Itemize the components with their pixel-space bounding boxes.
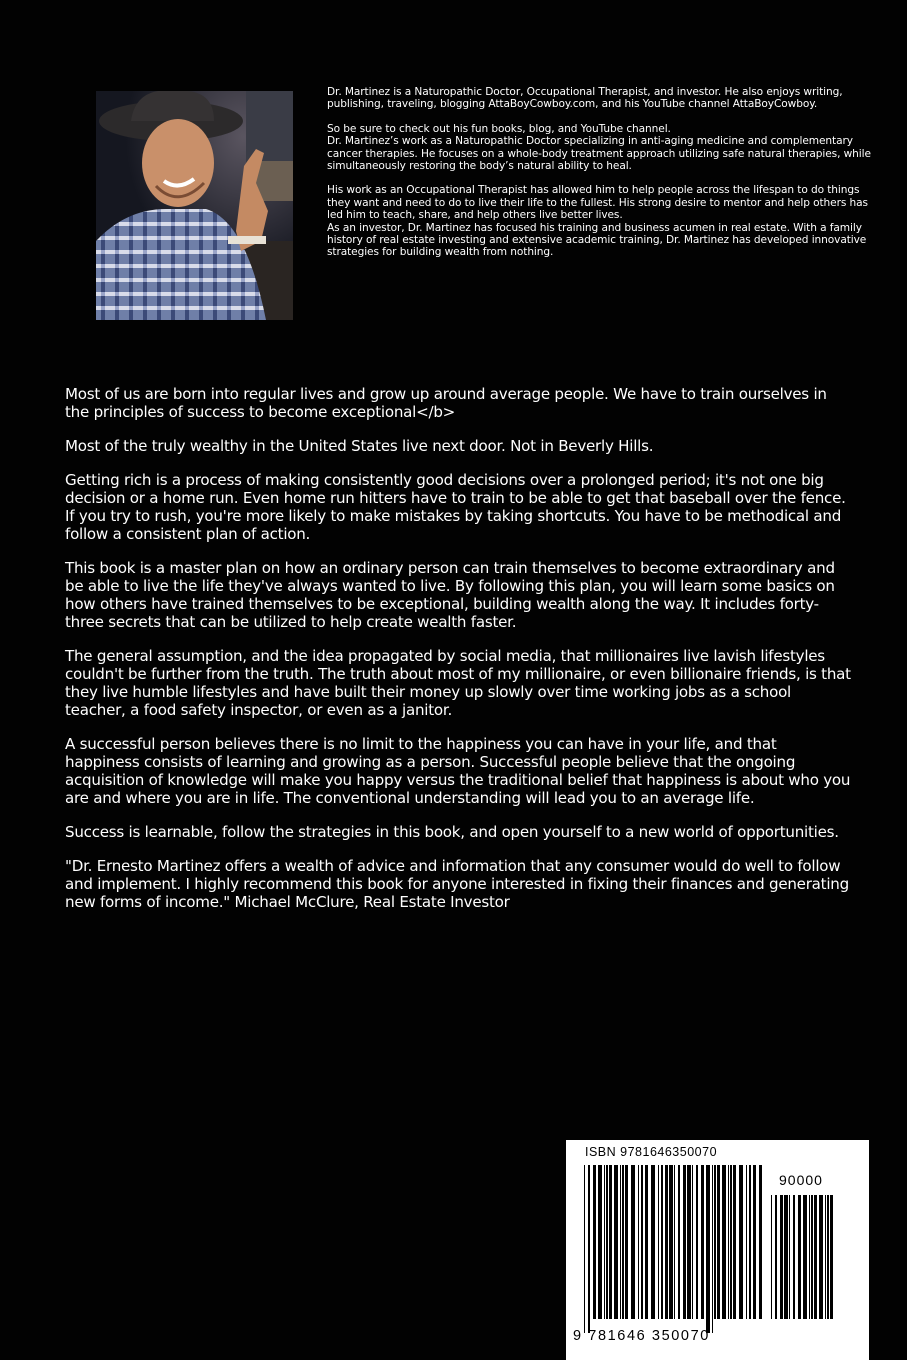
barcode-bar <box>678 1165 680 1319</box>
isbn-label: ISBN 9781646350070 <box>585 1145 718 1159</box>
barcode-bar <box>811 1195 813 1319</box>
barcode-bar <box>722 1165 726 1319</box>
barcode-bar <box>609 1165 612 1319</box>
barcode-bar <box>631 1165 635 1319</box>
barcode-bar <box>674 1165 675 1319</box>
barcode-bar <box>717 1165 720 1319</box>
barcode-bar <box>638 1165 639 1319</box>
barcode-bar <box>749 1165 751 1319</box>
description-paragraph-7: Success is learnable, follow the strategies in this book, and open yourself to a new world of opportunities. <box>65 823 839 841</box>
barcode-bar <box>645 1165 648 1319</box>
barcode-bar <box>651 1165 655 1319</box>
barcode-bar <box>712 1165 713 1333</box>
barcode-bar <box>669 1165 673 1319</box>
testimonial-quote: "Dr. Ernesto Martinez offers a wealth of advice and information that any consumer would do well to follow and implement. I highly recommend this book for anyone interested in fixing their finances and generating new forms of income." Michael McClure, Real Estate Investor <box>65 857 849 911</box>
barcode-bar <box>622 1165 624 1319</box>
description-paragraph-5: The general assumption, and the idea propagated by social media, that millionaires live lavish lifestyles couldn't be further from the truth. The truth about most of my millionaire, or even billionaire friends, is that they live humble lifestyles and have built their money up slowly over time working jobs as a school teacher, a food safety inspector, or even as a janitor. <box>65 647 851 719</box>
barcode-bar <box>665 1165 668 1319</box>
barcode-bar <box>780 1195 783 1319</box>
barcode-bar <box>803 1195 807 1319</box>
price-addon-bars <box>771 1195 833 1333</box>
bio-paragraph-4: As an investor, Dr. Martinez has focused his training and business acumen in real estate. With a family history of real estate investing and extensive academic training, Dr. Martinez has developed innovative strategies for building wealth from nothing. <box>327 221 867 259</box>
barcode-bar <box>706 1165 710 1333</box>
barcode-bar <box>798 1195 801 1319</box>
price-code: 90000 <box>779 1172 823 1188</box>
barcode-bar <box>606 1165 608 1319</box>
barcode-bar <box>625 1165 628 1319</box>
barcode-bar <box>830 1195 833 1319</box>
barcode-bar <box>793 1195 795 1319</box>
barcode-bar <box>809 1195 810 1319</box>
barcode-bar <box>730 1165 732 1319</box>
barcode-bar <box>825 1195 826 1319</box>
description-paragraph-3: Getting rich is a process of making consistently good decisions over a prolonged period; it's not one big decision or a home run. Even home run hitters have to train to be able to get that baseball over the fence. If you try to rush, you're more likely to make mistakes by taking shortcuts. You have to be methodical and follow a consistent plan of action. <box>65 471 846 543</box>
bio-paragraph-2-line-1: So be sure to check out his fun books, blog, and YouTube channel. <box>327 122 671 135</box>
barcode-bar <box>819 1195 823 1319</box>
barcode-bar <box>620 1165 621 1319</box>
barcode-bar <box>641 1165 643 1319</box>
barcode-bar <box>789 1195 790 1319</box>
barcode-bar <box>701 1165 704 1319</box>
barcode-bar <box>614 1165 618 1319</box>
barcode-bar <box>784 1195 788 1319</box>
barcode-bar <box>739 1165 743 1319</box>
barcode-bar <box>687 1165 691 1319</box>
description-paragraph-2: Most of the truly wealthy in the United States live next door. Not in Beverly Hills. <box>65 437 654 455</box>
barcode-bar <box>827 1195 829 1319</box>
bio-paragraph-1: Dr. Martinez is a Naturopathic Doctor, Occupational Therapist, and investor. He also enjoys writing, publishing, traveling, blogging AttaBoyCowboy.com, and his YouTube channel AttaBoyCowboy. <box>327 86 843 111</box>
barcode-bar <box>733 1165 736 1319</box>
barcode-bar <box>714 1165 716 1319</box>
barcode-bar <box>604 1165 605 1319</box>
bio-paragraph-3: His work as an Occupational Therapist has allowed him to help people across the lifespan to do things they want and need to do to live their life to the fullest. His strong desire to mentor and help others has led him to teach, share, and help others live better lives. <box>327 184 868 222</box>
barcode-bar <box>661 1165 663 1319</box>
isbn-digits: 9 781646 350070 <box>573 1328 710 1344</box>
barcode-bar <box>696 1165 698 1319</box>
barcode-bar <box>775 1195 777 1319</box>
barcode-bar <box>658 1165 659 1319</box>
description-paragraph-4: This book is a master plan on how an ordinary person can train themselves to become extraordinary and be able to live the life they've always wanted to live. By following this plan, you will learn some basics on how others have trained themselves to be exceptional, building wealth along the way. It includes forty-three secrets that can be utilized to help create wealth faster. <box>65 559 835 631</box>
barcode-bar <box>692 1165 693 1319</box>
barcode-bar <box>598 1165 602 1319</box>
bio-paragraph-2-line-2: Dr. Martinez’s work as a Naturopathic Doctor specializing in anti-aging medicine and complementary cancer therapies. He focuses on a whole-body treatment approach utilizing safe natural therapies, while simultaneously restoring the body’s natural ability to heal. <box>327 135 871 173</box>
barcode-bar <box>683 1165 686 1319</box>
barcode-bar <box>588 1165 590 1333</box>
author-bio <box>327 86 875 271</box>
barcode-bar <box>814 1195 817 1319</box>
barcode-bar <box>746 1165 747 1319</box>
barcode-bars <box>584 1165 762 1333</box>
isbn-barcode <box>566 1140 869 1360</box>
author-photo <box>96 91 293 320</box>
barcode-bar <box>728 1165 729 1319</box>
barcode-bar <box>593 1165 596 1319</box>
description-paragraph-1: Most of us are born into regular lives and grow up around average people. We have to train ourselves in the principles of success to become exceptional</b> <box>65 385 827 421</box>
description-paragraph-6: A successful person believes there is no limit to the happiness you can have in your life, and that happiness consists of learning and growing as a person. Successful people believe that the ongoing acquisition of knowledge will make you happy versus the traditional belief that happiness is about who you are and where you are in life. The conventional understanding will lead you to an average life. <box>65 735 851 807</box>
barcode-bar <box>759 1165 762 1319</box>
barcode-bar <box>753 1165 756 1319</box>
book-description <box>65 385 855 927</box>
barcode-bar <box>771 1195 772 1319</box>
barcode-bar <box>584 1165 585 1333</box>
